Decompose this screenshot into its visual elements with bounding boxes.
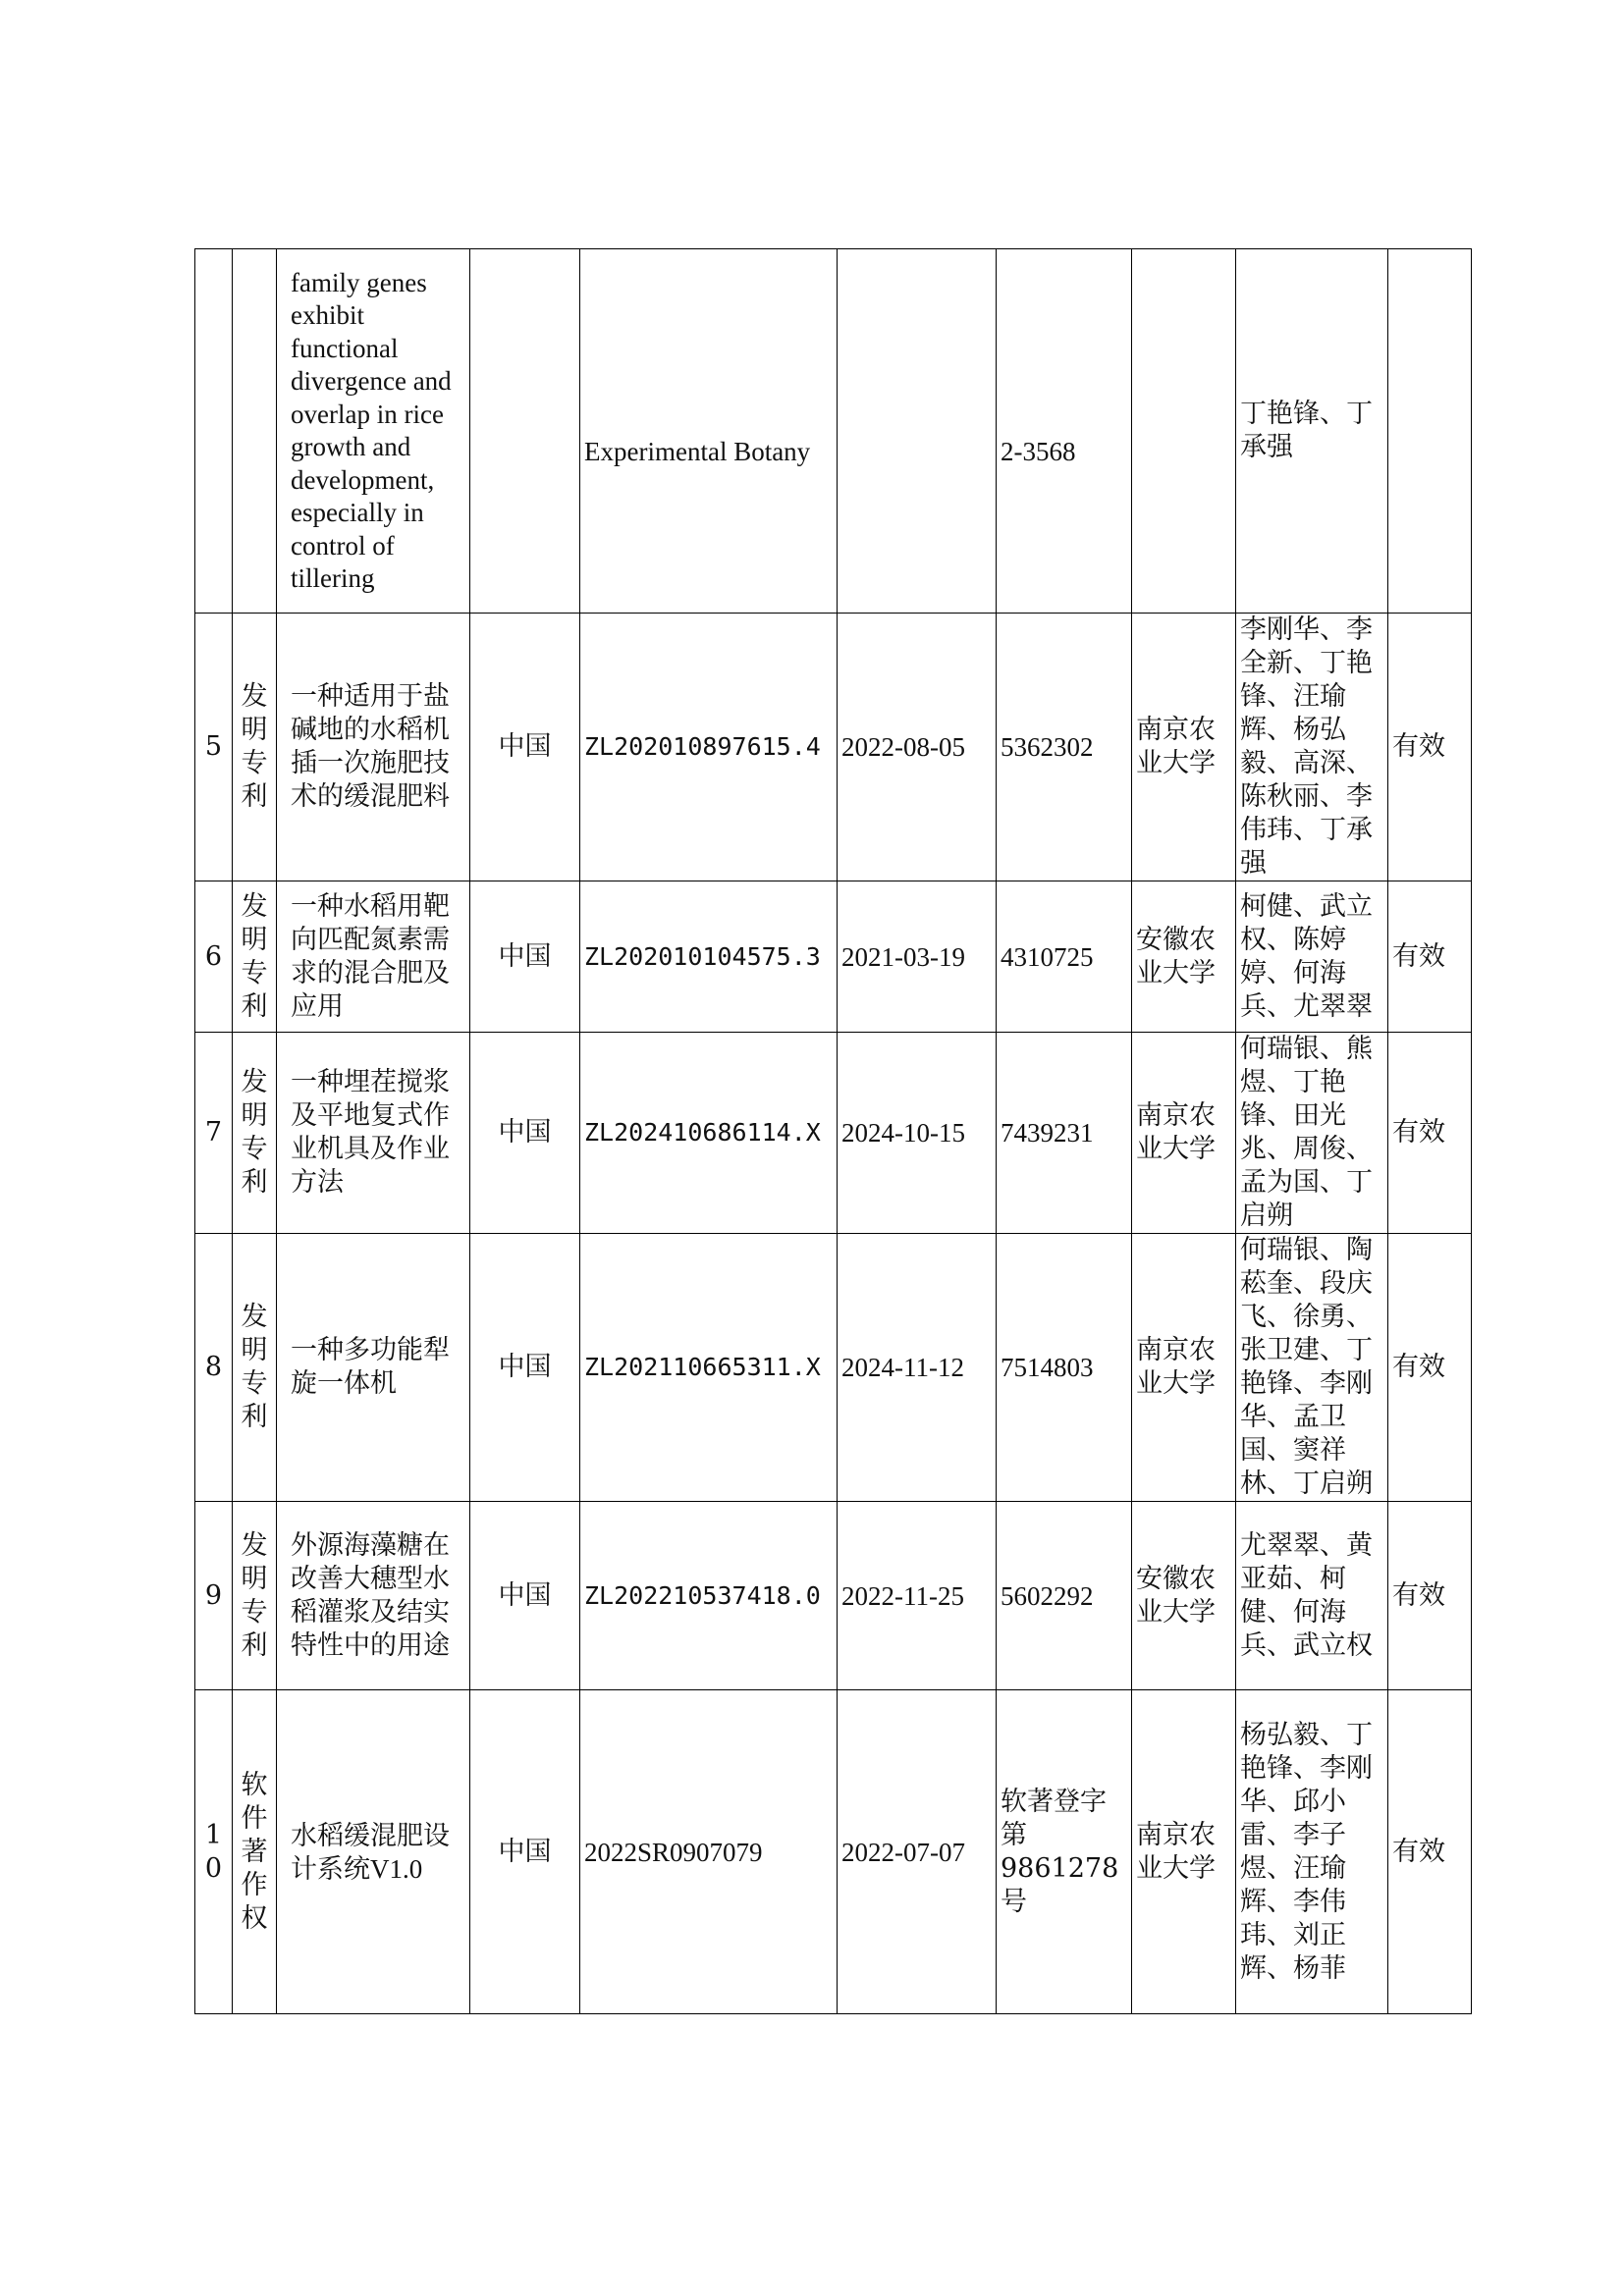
row-cert-no: 5602292 — [997, 1502, 1132, 1690]
row-holder: 南京农业大学 — [1132, 614, 1236, 881]
row-status: 有效 — [1388, 1690, 1472, 2014]
row-number-id: ZL202410686114.X — [580, 1033, 838, 1234]
row-number-id: ZL202110665311.X — [580, 1234, 838, 1502]
row-title: family genes exhibit functional divergence and overlap in rice growth and development, especially in control of tillering — [277, 249, 470, 614]
row-inventors: 丁艳锋、丁承强 — [1236, 249, 1388, 614]
row-holder: 南京农业大学 — [1132, 1234, 1236, 1502]
row-date: 2021-03-19 — [838, 881, 997, 1033]
row-number: 5 — [195, 614, 233, 881]
row-country: 中国 — [470, 881, 580, 1033]
row-country: 中国 — [470, 1234, 580, 1502]
row-country: 中国 — [470, 1502, 580, 1690]
row-title: 外源海藻糖在改善大穗型水稻灌浆及结实特性中的用途 — [277, 1502, 470, 1690]
row-status: 有效 — [1388, 1502, 1472, 1690]
row-number-id: ZL202010104575.3 — [580, 881, 838, 1033]
row-number: 6 — [195, 881, 233, 1033]
row-number-id: ZL202210537418.0 — [580, 1502, 838, 1690]
row-country: 中国 — [470, 1690, 580, 2014]
table-row — [195, 881, 1472, 1033]
row-status — [1388, 249, 1472, 614]
row-number-id: ZL202010897615.4 — [580, 614, 838, 881]
row-inventors: 柯健、武立权、陈婷婷、何海兵、尤翠翠 — [1236, 881, 1388, 1033]
row-date: 2022-08-05 — [838, 614, 997, 881]
row-type: 发明专利 — [233, 1033, 277, 1234]
row-title: 水稻缓混肥设计系统V1.0 — [277, 1690, 470, 2014]
row-number: 8 — [195, 1234, 233, 1502]
row-cert-no: 软著登字第9861278号 — [997, 1690, 1132, 2014]
row-date: 2024-10-15 — [838, 1033, 997, 1234]
row-number-id: 2022SR0907079 — [580, 1690, 838, 2014]
row-type: 发明专利 — [233, 881, 277, 1033]
row-holder: 安徽农业大学 — [1132, 1502, 1236, 1690]
row-cert-no: 2-3568 — [997, 249, 1132, 614]
table-row — [195, 1234, 1472, 1502]
row-holder: 南京农业大学 — [1132, 1033, 1236, 1234]
row-type: 发明专利 — [233, 1502, 277, 1690]
row-title: 一种埋茬搅浆及平地复式作业机具及作业方法 — [277, 1033, 470, 1234]
row-status: 有效 — [1388, 1234, 1472, 1502]
row-title: 一种适用于盐碱地的水稻机插一次施肥技术的缓混肥料 — [277, 614, 470, 881]
row-holder: 南京农业大学 — [1132, 1690, 1236, 2014]
row-number-id: Experimental Botany — [580, 249, 838, 614]
row-holder: 安徽农业大学 — [1132, 881, 1236, 1033]
table-row-continuation — [195, 249, 1472, 614]
row-type: 发明专利 — [233, 1234, 277, 1502]
row-number: 7 — [195, 1033, 233, 1234]
table-row — [195, 614, 1472, 881]
row-number: 9 — [195, 1502, 233, 1690]
row-inventors: 李刚华、李全新、丁艳锋、汪瑜辉、杨弘毅、高深、陈秋丽、李伟玮、丁承强 — [1236, 614, 1388, 881]
row-inventors: 何瑞银、陶菘奎、段庆飞、徐勇、张卫建、丁艳锋、李刚华、孟卫国、窦祥林、丁启朔 — [1236, 1234, 1388, 1502]
row-country: 中国 — [470, 614, 580, 881]
row-country — [470, 249, 580, 614]
row-status: 有效 — [1388, 614, 1472, 881]
row-cert-no: 4310725 — [997, 881, 1132, 1033]
row-number — [195, 249, 233, 614]
row-status: 有效 — [1388, 881, 1472, 1033]
row-title: 一种水稻用靶向匹配氮素需求的混合肥及应用 — [277, 881, 470, 1033]
row-country: 中国 — [470, 1033, 580, 1234]
row-status: 有效 — [1388, 1033, 1472, 1234]
table-row — [195, 1690, 1472, 2014]
table-row — [195, 1033, 1472, 1234]
achievements-table — [194, 248, 1472, 2014]
row-title: 一种多功能犁旋一体机 — [277, 1234, 470, 1502]
row-type: 发明专利 — [233, 614, 277, 881]
table-row — [195, 1502, 1472, 1690]
row-cert-no: 7439231 — [997, 1033, 1132, 1234]
row-cert-no: 7514803 — [997, 1234, 1132, 1502]
row-date: 2022-07-07 — [838, 1690, 997, 2014]
row-type: 软件著作权 — [233, 1690, 277, 2014]
row-inventors: 何瑞银、熊煜、丁艳锋、田光兆、周俊、孟为国、丁启朔 — [1236, 1033, 1388, 1234]
row-date — [838, 249, 997, 614]
row-date: 2024-11-12 — [838, 1234, 997, 1502]
row-inventors: 杨弘毅、丁艳锋、李刚华、邱小雷、李子煜、汪瑜辉、李伟玮、刘正辉、杨菲 — [1236, 1690, 1388, 2014]
row-number: 10 — [195, 1690, 233, 2014]
row-date: 2022-11-25 — [838, 1502, 997, 1690]
row-cert-no: 5362302 — [997, 614, 1132, 881]
row-holder — [1132, 249, 1236, 614]
row-type — [233, 249, 277, 614]
row-inventors: 尤翠翠、黄亚茹、柯健、何海兵、武立权 — [1236, 1502, 1388, 1690]
